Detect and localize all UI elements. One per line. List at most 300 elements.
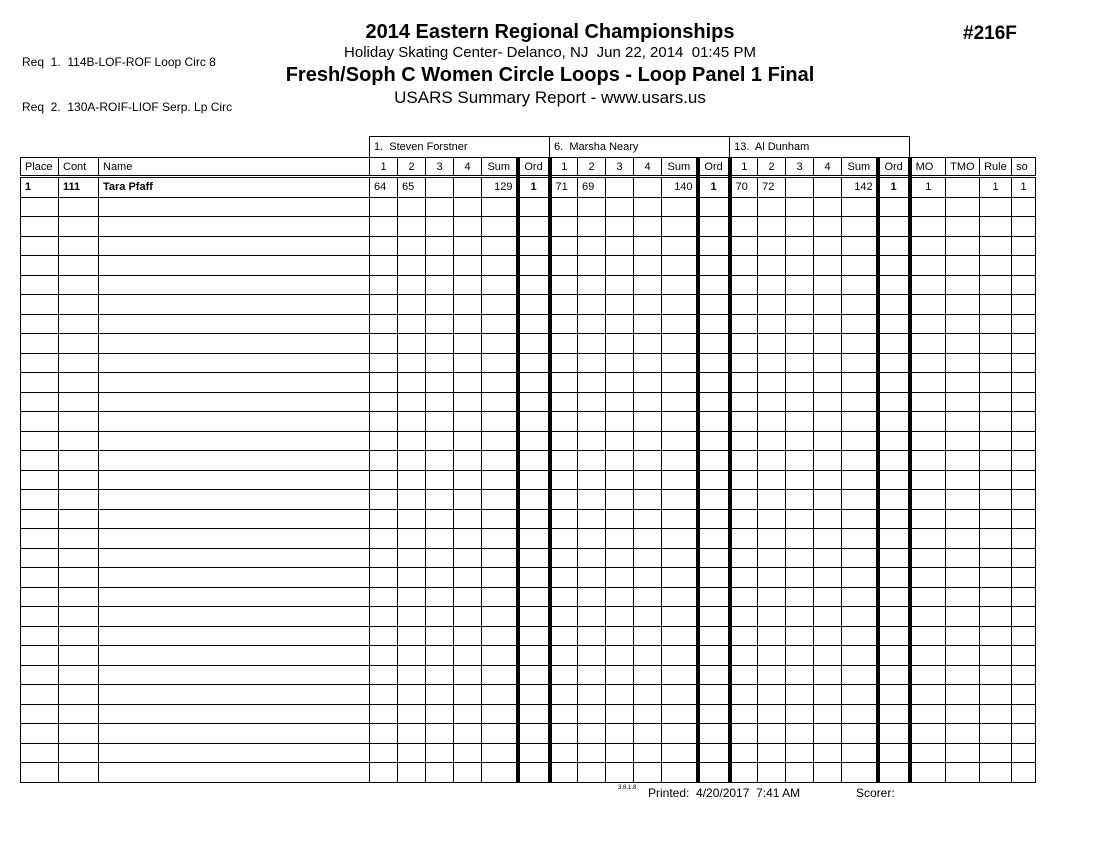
scorer-label: Scorer: [856, 786, 895, 800]
empty-cell [21, 431, 59, 451]
empty-cell [21, 509, 59, 529]
empty-cell [398, 392, 426, 412]
empty-cell [814, 217, 842, 237]
empty-cell [398, 353, 426, 373]
empty-cell [550, 646, 578, 666]
j1-score2-cell: 65 [398, 177, 426, 198]
empty-cell [946, 256, 980, 276]
empty-cell [910, 704, 946, 724]
empty-cell [878, 334, 910, 354]
empty-cell [698, 431, 730, 451]
empty-cell [842, 451, 878, 471]
empty-cell [980, 646, 1012, 666]
empty-cell [910, 392, 946, 412]
empty-cell [910, 548, 946, 568]
empty-cell [842, 314, 878, 334]
empty-table-row [21, 334, 1036, 354]
empty-cell [814, 724, 842, 744]
empty-cell [99, 197, 370, 217]
empty-cell [842, 373, 878, 393]
empty-cell [426, 685, 454, 705]
empty-cell [814, 743, 842, 763]
empty-cell [606, 295, 634, 315]
empty-cell [758, 236, 786, 256]
empty-table-row [21, 217, 1036, 237]
empty-cell [59, 587, 99, 607]
empty-cell [946, 704, 980, 724]
empty-cell [946, 509, 980, 529]
empty-cell [698, 295, 730, 315]
j3-score2-cell: 72 [758, 177, 786, 198]
empty-cell [550, 568, 578, 588]
empty-cell [398, 529, 426, 549]
empty-cell [578, 665, 606, 685]
empty-cell [21, 548, 59, 568]
empty-cell [454, 236, 482, 256]
empty-cell [634, 568, 662, 588]
empty-cell [946, 412, 980, 432]
empty-cell [730, 334, 758, 354]
empty-cell [578, 607, 606, 627]
j2-score1-cell: 71 [550, 177, 578, 198]
col-header-j1-4: 4 [454, 158, 482, 177]
empty-cell [370, 431, 398, 451]
empty-cell [980, 587, 1012, 607]
empty-cell [946, 392, 980, 412]
empty-cell [426, 314, 454, 334]
empty-cell [1012, 334, 1036, 354]
empty-cell [578, 197, 606, 217]
empty-table-row [21, 685, 1036, 705]
empty-cell [482, 548, 518, 568]
empty-cell [550, 295, 578, 315]
empty-cell [454, 431, 482, 451]
empty-cell [878, 607, 910, 627]
empty-cell [518, 587, 550, 607]
empty-cell [946, 626, 980, 646]
empty-cell [634, 392, 662, 412]
col-header-j1-sum: Sum [482, 158, 518, 177]
empty-cell [946, 217, 980, 237]
empty-cell [758, 529, 786, 549]
empty-cell [842, 626, 878, 646]
empty-cell [59, 373, 99, 393]
empty-cell [980, 607, 1012, 627]
empty-cell [398, 743, 426, 763]
empty-cell [398, 568, 426, 588]
empty-cell [518, 763, 550, 783]
report-footer [0, 784, 1100, 804]
j1-score1-cell: 64 [370, 177, 398, 198]
empty-cell [662, 334, 698, 354]
empty-cell [758, 256, 786, 276]
empty-cell [786, 626, 814, 646]
empty-cell [370, 217, 398, 237]
empty-cell [786, 529, 814, 549]
empty-cell [814, 451, 842, 471]
empty-cell [518, 373, 550, 393]
empty-cell [550, 724, 578, 744]
empty-cell [482, 529, 518, 549]
empty-cell [910, 665, 946, 685]
empty-cell [59, 353, 99, 373]
empty-cell [398, 217, 426, 237]
empty-cell [814, 275, 842, 295]
j3-score1-cell: 70 [730, 177, 758, 198]
empty-cell [370, 353, 398, 373]
empty-cell [786, 568, 814, 588]
empty-cell [21, 607, 59, 627]
empty-cell [634, 509, 662, 529]
empty-cell [698, 314, 730, 334]
empty-cell [946, 236, 980, 256]
empty-cell [946, 587, 980, 607]
empty-cell [698, 412, 730, 432]
empty-cell [426, 431, 454, 451]
empty-cell [946, 685, 980, 705]
empty-table-row [21, 587, 1036, 607]
j3-ordinal-cell: 1 [878, 177, 910, 198]
empty-cell [426, 392, 454, 412]
empty-cell [878, 548, 910, 568]
empty-cell [910, 763, 946, 783]
empty-cell [842, 490, 878, 510]
empty-cell [550, 256, 578, 276]
empty-cell [1012, 490, 1036, 510]
empty-cell [946, 529, 980, 549]
empty-cell [426, 587, 454, 607]
empty-cell [980, 412, 1012, 432]
col-header-place: Place [21, 158, 59, 177]
empty-cell [454, 548, 482, 568]
empty-cell [758, 763, 786, 783]
col-header-j1-1: 1 [370, 158, 398, 177]
empty-cell [1012, 685, 1036, 705]
empty-cell [59, 568, 99, 588]
empty-cell [482, 646, 518, 666]
empty-table-row [21, 490, 1036, 510]
empty-cell [1012, 587, 1036, 607]
empty-cell [21, 529, 59, 549]
empty-cell [1012, 646, 1036, 666]
empty-cell [21, 470, 59, 490]
empty-cell [454, 607, 482, 627]
empty-cell [59, 626, 99, 646]
empty-cell [482, 743, 518, 763]
empty-cell [786, 743, 814, 763]
empty-cell [21, 724, 59, 744]
empty-cell [482, 490, 518, 510]
empty-table-row [21, 470, 1036, 490]
empty-cell [842, 548, 878, 568]
empty-cell [730, 665, 758, 685]
empty-cell [634, 646, 662, 666]
empty-cell [698, 548, 730, 568]
empty-table-row [21, 529, 1036, 549]
empty-cell [946, 568, 980, 588]
empty-cell [370, 470, 398, 490]
empty-cell [606, 724, 634, 744]
empty-cell [910, 451, 946, 471]
empty-cell [370, 236, 398, 256]
empty-cell [370, 763, 398, 783]
empty-cell [634, 470, 662, 490]
empty-cell [878, 217, 910, 237]
empty-cell [814, 509, 842, 529]
empty-cell [606, 470, 634, 490]
empty-cell [814, 763, 842, 783]
empty-cell [59, 490, 99, 510]
empty-cell [946, 197, 980, 217]
empty-cell [454, 334, 482, 354]
empty-cell [426, 451, 454, 471]
empty-cell [518, 295, 550, 315]
empty-cell [59, 275, 99, 295]
empty-cell [946, 743, 980, 763]
empty-cell [21, 236, 59, 256]
empty-cell [550, 509, 578, 529]
empty-cell [698, 334, 730, 354]
empty-cell [980, 295, 1012, 315]
empty-cell [1012, 392, 1036, 412]
empty-cell [1012, 568, 1036, 588]
empty-cell [730, 197, 758, 217]
empty-cell [842, 412, 878, 432]
empty-cell [878, 665, 910, 685]
empty-cell [730, 724, 758, 744]
requirement-line-1: Req 1. 114B-LOF-ROF Loop Circ 8 [22, 55, 216, 69]
empty-cell [814, 470, 842, 490]
empty-cell [634, 314, 662, 334]
empty-cell [398, 548, 426, 568]
report-header [0, 21, 1100, 109]
empty-cell [814, 704, 842, 724]
empty-cell [21, 314, 59, 334]
col-header-rule: Rule [980, 158, 1012, 177]
empty-cell [842, 509, 878, 529]
empty-cell [21, 743, 59, 763]
empty-cell [482, 704, 518, 724]
empty-cell [634, 353, 662, 373]
empty-cell [59, 704, 99, 724]
empty-cell [758, 724, 786, 744]
empty-cell [518, 334, 550, 354]
empty-cell [578, 587, 606, 607]
empty-cell [518, 275, 550, 295]
empty-cell [59, 685, 99, 705]
empty-cell [426, 646, 454, 666]
empty-cell [59, 743, 99, 763]
empty-cell [606, 763, 634, 783]
empty-cell [21, 763, 59, 783]
empty-cell [842, 529, 878, 549]
empty-cell [426, 724, 454, 744]
empty-cell [980, 626, 1012, 646]
empty-cell [370, 704, 398, 724]
empty-cell [814, 607, 842, 627]
empty-cell [454, 763, 482, 783]
empty-cell [910, 353, 946, 373]
empty-cell [99, 685, 370, 705]
empty-cell [426, 763, 454, 783]
empty-cell [634, 626, 662, 646]
requirement-line-2: Req 2. 130A-ROIF-LIOF Serp. Lp Circ [22, 100, 233, 114]
empty-cell [59, 509, 99, 529]
empty-cell [634, 704, 662, 724]
empty-cell [99, 607, 370, 627]
empty-table-row [21, 412, 1036, 432]
empty-cell [814, 256, 842, 276]
empty-cell [518, 431, 550, 451]
empty-cell [878, 704, 910, 724]
empty-table-row [21, 743, 1036, 763]
empty-cell [814, 548, 842, 568]
empty-cell [842, 763, 878, 783]
empty-cell [758, 509, 786, 529]
empty-cell [518, 548, 550, 568]
empty-cell [426, 412, 454, 432]
empty-cell [482, 587, 518, 607]
empty-cell [980, 724, 1012, 744]
empty-cell [786, 431, 814, 451]
col-header-j2-3: 3 [606, 158, 634, 177]
empty-cell [578, 763, 606, 783]
empty-cell [980, 275, 1012, 295]
empty-cell [454, 451, 482, 471]
empty-cell [518, 704, 550, 724]
empty-cell [370, 665, 398, 685]
empty-cell [1012, 295, 1036, 315]
empty-cell [634, 607, 662, 627]
empty-cell [980, 568, 1012, 588]
empty-cell [426, 548, 454, 568]
empty-cell [910, 743, 946, 763]
empty-cell [1012, 451, 1036, 471]
empty-cell [59, 236, 99, 256]
empty-cell [1012, 470, 1036, 490]
empty-cell [482, 353, 518, 373]
empty-cell [398, 763, 426, 783]
empty-cell [980, 665, 1012, 685]
empty-cell [814, 197, 842, 217]
empty-cell [878, 763, 910, 783]
empty-cell [21, 275, 59, 295]
rule-cell: 1 [980, 177, 1012, 198]
empty-cell [99, 724, 370, 744]
empty-cell [1012, 704, 1036, 724]
empty-cell [662, 470, 698, 490]
empty-cell [662, 451, 698, 471]
empty-cell [398, 295, 426, 315]
empty-cell [842, 431, 878, 451]
empty-cell [59, 607, 99, 627]
empty-cell [878, 626, 910, 646]
empty-cell [578, 685, 606, 705]
empty-cell [758, 451, 786, 471]
empty-cell [786, 704, 814, 724]
empty-cell [1012, 256, 1036, 276]
empty-table-row [21, 314, 1036, 334]
empty-cell [814, 431, 842, 451]
empty-cell [698, 197, 730, 217]
empty-cell [59, 665, 99, 685]
empty-cell [370, 509, 398, 529]
empty-cell [550, 548, 578, 568]
empty-cell [454, 646, 482, 666]
empty-cell [550, 587, 578, 607]
empty-cell [482, 373, 518, 393]
empty-cell [99, 743, 370, 763]
empty-cell [634, 431, 662, 451]
empty-cell [698, 217, 730, 237]
empty-table-row [21, 236, 1036, 256]
j2-score4-cell [634, 177, 662, 198]
empty-cell [758, 412, 786, 432]
empty-cell [99, 334, 370, 354]
empty-cell [1012, 665, 1036, 685]
empty-cell [21, 295, 59, 315]
empty-cell [910, 646, 946, 666]
empty-cell [21, 665, 59, 685]
j1-sum-cell: 129 [482, 177, 518, 198]
empty-cell [370, 626, 398, 646]
empty-cell [814, 334, 842, 354]
j1-ordinal-cell: 1 [518, 177, 550, 198]
empty-cell [814, 353, 842, 373]
empty-cell [786, 256, 814, 276]
col-header-j3-3: 3 [786, 158, 814, 177]
empty-cell [980, 704, 1012, 724]
empty-cell [59, 334, 99, 354]
empty-cell [878, 314, 910, 334]
empty-cell [482, 626, 518, 646]
empty-cell [878, 587, 910, 607]
j1-score4-cell [454, 177, 482, 198]
empty-cell [454, 217, 482, 237]
empty-cell [370, 451, 398, 471]
empty-cell [786, 548, 814, 568]
empty-cell [398, 275, 426, 295]
empty-cell [698, 236, 730, 256]
empty-cell [758, 704, 786, 724]
empty-cell [482, 724, 518, 744]
empty-cell [550, 431, 578, 451]
empty-cell [99, 412, 370, 432]
empty-cell [758, 470, 786, 490]
empty-cell [518, 412, 550, 432]
empty-cell [99, 373, 370, 393]
empty-cell [426, 743, 454, 763]
empty-cell [21, 704, 59, 724]
empty-cell [99, 587, 370, 607]
empty-cell [518, 314, 550, 334]
empty-cell [698, 568, 730, 588]
empty-cell [518, 568, 550, 588]
empty-table-row [21, 451, 1036, 471]
empty-cell [550, 451, 578, 471]
j2-score2-cell: 69 [578, 177, 606, 198]
empty-cell [946, 665, 980, 685]
empty-cell [606, 568, 634, 588]
empty-cell [662, 275, 698, 295]
empty-cell [482, 607, 518, 627]
empty-cell [634, 529, 662, 549]
empty-cell [454, 412, 482, 432]
empty-cell [698, 490, 730, 510]
empty-cell [550, 529, 578, 549]
empty-cell [980, 392, 1012, 412]
empty-cell [662, 646, 698, 666]
